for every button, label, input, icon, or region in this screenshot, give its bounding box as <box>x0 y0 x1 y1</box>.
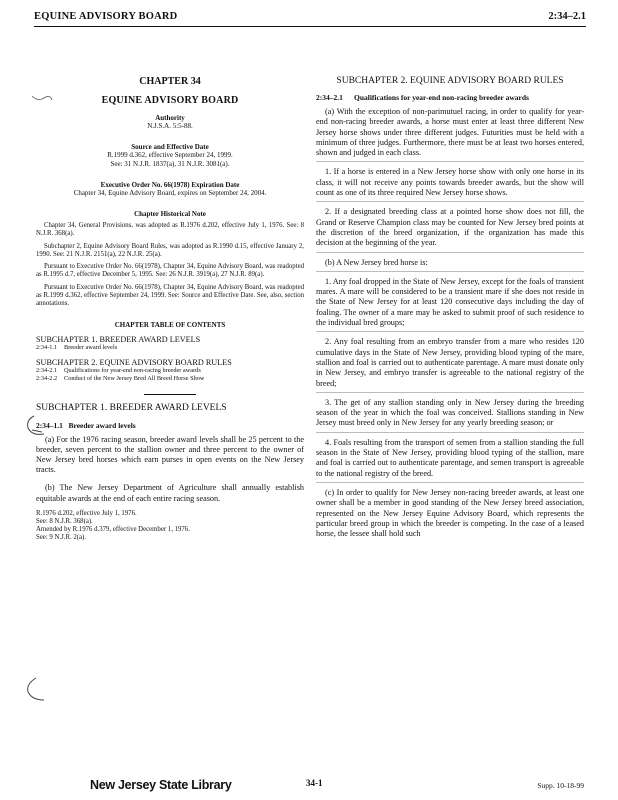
paragraph-divider <box>316 392 584 393</box>
section-heading <box>36 421 304 430</box>
section-divider <box>144 394 196 395</box>
section-heading <box>316 93 584 102</box>
executive-order-heading: Executive Order No. 66(1978) Expiration Date <box>100 181 240 189</box>
source-note: R.1976 d.202, effective July 1, 1976. <box>36 509 137 517</box>
section-title: Breeder award levels <box>68 420 136 430</box>
subchapter-2-title: SUBCHAPTER 2. EQUINE ADVISORY BOARD RULES <box>336 76 564 86</box>
historical-note: Subchapter 2, Equine Advisory Board Rules, was adopted as R.1990 d.15, effective January 2, 1990. See: 21 N.J.R. 2151(a), 22 N.J.R. 25(a). <box>36 242 304 258</box>
header-section-range: 2:34–2.1 <box>548 11 586 22</box>
toc-heading: CHAPTER TABLE OF CONTENTS <box>114 320 226 329</box>
paragraph: 2. Any foal resulting from an embryo transfer from a mare who resides 120 cumulative days in the State of New Jersey, providing blood typing of the mare, stallion and foal is carried out to authenticate parentage. A mare must donate only in New Jersey, and embryo transfer is agreeable to the national registry of the breed; <box>316 337 584 388</box>
section-source-notes <box>36 510 304 542</box>
paragraph-divider <box>316 201 584 202</box>
paragraph-divider <box>316 331 584 332</box>
toc-entry[interactable] <box>36 344 304 352</box>
toc-entry-number: 2:34-2.2 <box>36 374 58 382</box>
executive-order-text: Chapter 34, Equine Advisory Board, expires on September 24, 2004. <box>73 189 267 197</box>
paragraph-divider <box>316 432 584 433</box>
source-note: See: 9 N.J.R. 2(a). <box>36 533 87 541</box>
toc-entry[interactable] <box>36 367 304 375</box>
header-title: EQUINE ADVISORY BOARD <box>34 11 178 22</box>
library-stamp: New Jersey State Library <box>90 778 232 792</box>
paragraph-divider <box>316 482 584 483</box>
source-line-1: R.1999 d.362, effective September 24, 1999. <box>107 151 233 159</box>
running-header <box>34 10 586 27</box>
section-title: Qualifications for year-end non-racing breeder awards <box>354 93 529 102</box>
source-heading: Source and Effective Date <box>131 143 209 151</box>
margin-mark-bottom <box>22 676 46 704</box>
source-line-2: See: 31 N.J.R. 1837(a), 31 N.J.R. 3081(a). <box>110 160 230 168</box>
historical-note: Chapter 34, General Provisions, was adopted as R.1976 d.202, effective July 1, 1976. See: 8 N.J.R. 368(a). <box>36 222 304 238</box>
paragraph: (b) A New Jersey bred horse is: <box>325 257 428 267</box>
section-number: 2:34–1.1 <box>36 420 63 430</box>
supplement-date: Supp. 10-18-99 <box>537 781 584 790</box>
toc-entry-text: Conduct of the New Jersey Bred All Breed Horse Show <box>64 374 205 382</box>
right-column <box>316 70 584 539</box>
paragraph-divider <box>316 252 584 253</box>
paragraph: 4. Foals resulting from the transport of semen from a stallion standing the full season in the State of New Jersey, providing blood typing of the stallion, mare and foal is carried out to authenticate parentage, and semen transport is agreeable to the national registry of the breed. <box>316 437 584 478</box>
toc-entry[interactable] <box>36 375 304 383</box>
paragraph-divider <box>316 161 584 162</box>
paragraph: 1. Any foal dropped in the State of New Jersey, except for the foals of transient mares. A mare will be considered to be a transient mare if she does not reside in the State of New Jersey for at least 120 consecutive days including the day of foaling. The owner of a mare may be asked to submit proof of such residence to the individual bred groups; <box>316 276 584 328</box>
page-footer <box>0 776 618 796</box>
paragraph: (a) With the exception of non-parimutuel racing, in order to qualify for year-end non-racing breeder awards, a horse must enter at least three different New Jersey horse shows under three different judges. Futurities must be held with a minimum of three judges. Furthermore, there must be at least two horses entered, shown and judged in each class. <box>316 107 584 158</box>
historical-note-heading: Chapter Historical Note <box>134 210 206 218</box>
chapter-number: CHAPTER 34 <box>139 76 201 87</box>
paragraph-a: (a) For the 1976 racing season, breeder award levels shall be 25 percent to the breeder, seven percent to the stallion owner and three percent to the owner of New Jersey bred horses which earn purses in open events on the New Jersey tracts. <box>36 434 304 475</box>
left-column <box>36 70 304 542</box>
authority-heading: Authority <box>155 114 185 122</box>
source-note: Amended by R.1976 d.379, effective December 1, 1976. <box>36 525 190 533</box>
paragraph: 2. If a designated breeding class at a pointed horse show does not fill, the Grand or Reserve Champion class may be counted for New Jersey bred points at the discretion of the breed organization, if the organization has made this decision at the beginning of the year. <box>316 207 584 248</box>
historical-note: Pursuant to Executive Order No. 66(1978), Chapter 34, Equine Advisory Board, was readopted as R.1999 d.362, effective September 24, 1999. See: Source and Effective Date. See, also, section annotations. <box>36 283 304 308</box>
paragraph: 3. The get of any stallion standing only in New Jersey during the breeding season of the year in which the foal was conceived. Stallions standing in New Jersey must breed only in New Jersey for any yearly breeding season; or <box>316 397 584 428</box>
page-number: 34-1 <box>306 778 323 788</box>
toc-entry-number: 2:34-1.1 <box>36 343 58 351</box>
toc-entry-text: Qualifications for year-end non-racing breeder awards <box>64 366 201 374</box>
paragraph: 1. If a horse is entered in a New Jersey horse show with only one horse in its class, it will not receive any points towards breeder awards, but the show will count as one of its three required New Jersey horse shows. <box>316 167 584 198</box>
paragraph: (c) In order to qualify for New Jersey non-racing breeder awards, at least one owner shall be a member in good standing of the New Jersey breed association, represented on the New Jersey Equine Advisory Board, which represents the particular breed group in which the breeder is competing. In the case of a leased horse, the lessee shall hold such <box>316 487 584 539</box>
authority-text: N.J.S.A. 5:5-88. <box>147 122 193 130</box>
subchapter-1-title: SUBCHAPTER 1. BREEDER AWARD LEVELS <box>36 402 227 413</box>
chapter-title: EQUINE ADVISORY BOARD <box>101 95 239 106</box>
toc-entry-number: 2:34-2.1 <box>36 366 58 374</box>
toc-subchapter-2: SUBCHAPTER 2. EQUINE ADVISORY BOARD RULES <box>36 357 232 367</box>
toc-entry-text: Breeder award levels <box>64 343 118 351</box>
toc-subchapter-1: SUBCHAPTER 1. BREEDER AWARD LEVELS <box>36 334 201 344</box>
source-note: See: 8 N.J.R. 368(a). <box>36 517 93 525</box>
paragraph-divider <box>316 271 584 272</box>
paragraph-b: (b) The New Jersey Department of Agriculture shall annually establish equitable awards at the end of each entire racing season. <box>36 483 304 503</box>
historical-note: Pursuant to Executive Order No. 66(1978), Chapter 34, Equine Advisory Board, was readopted as R.1995 d.7, effective December 5, 1995. See: 26 N.J.R. 3919(a), 27 N.J.R. 89(a). <box>36 263 304 279</box>
section-number: 2:34–2.1 <box>316 93 343 102</box>
